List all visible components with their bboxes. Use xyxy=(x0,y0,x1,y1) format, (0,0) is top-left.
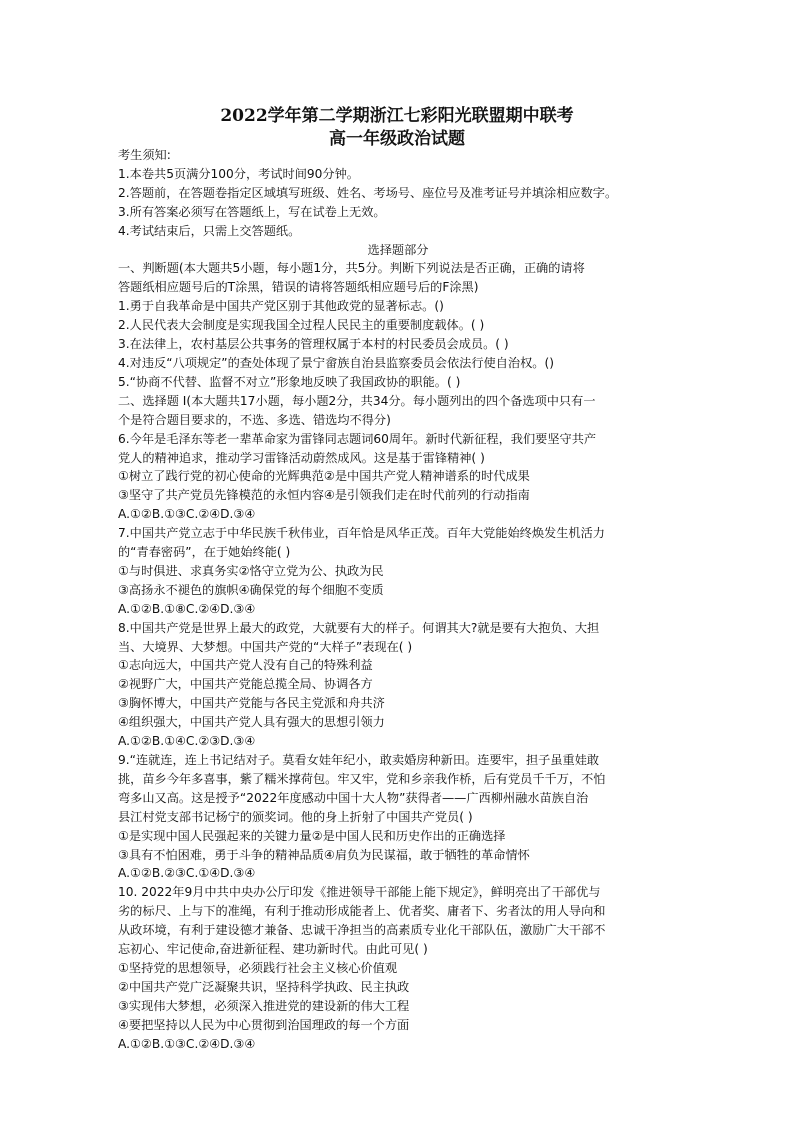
notice-item: 3.所有答案必须写在答题纸上，写在试卷上无效。 xyxy=(118,204,386,219)
question-5: 5.“协商不代替、监督不对立”形象地反映了我国政协的职能。( ) xyxy=(118,374,461,389)
question-10-answers: A.①②B.①③C.②④D.③④ xyxy=(118,1036,256,1051)
question-8-option: ②视野广大，中国共产党能总揽全局、协调各方 xyxy=(118,677,373,692)
part1-heading: 答题纸相应题号后的T涂黑，错误的请将答题纸相应题号后的F涂黑) xyxy=(118,280,479,295)
question-4: 4.对违反“八项规定”的查处体现了景宁畲族自治县监察委员会依法行使自治权。() xyxy=(118,355,554,370)
question-6-stem: 党人的精神追求，推动学习雷锋活动蔚然成风。这是基于雷锋精神( ) xyxy=(118,450,485,465)
notice-heading: 考生须知: xyxy=(118,148,171,162)
question-9-answers: A.①②B.②③C.①④D.③④ xyxy=(118,866,256,881)
part1-heading: 一、判断题(本大题共5小题，每小题1分，共5分。判断下列说法是否正确，正确的请将 xyxy=(118,261,585,276)
question-10-stem: 忘初心、牢记使命,奋进新征程、建功新时代。由此可见( ) xyxy=(118,942,428,957)
notice-item: 4.考试结束后，只需上交答题纸。 xyxy=(118,223,301,238)
part2-heading: 个是符合题目要求的，不选、多选、错选均不得分) xyxy=(118,412,391,427)
question-6-option: ③坚守了共产党员先锋模范的永恒内容④是引领我们走在时代前列的行动指南 xyxy=(118,488,530,503)
question-10-option: ①坚持党的思想领导，必须践行社会主义核心价值观 xyxy=(118,960,398,975)
question-3: 3.在法律上，农村基层公共事务的管理权属于本村的村民委员会成员。( ) xyxy=(118,337,509,352)
question-9-option: ①是实现中国人民强起来的关键力量②是中国人民和历史作出的正确选择 xyxy=(118,828,506,843)
exam-subtitle: 高一年级政治试题 xyxy=(329,129,465,149)
question-2: 2.人民代表大会制度是实现我国全过程人民民主的重要制度载体。( ) xyxy=(118,318,485,333)
section-title: 选择题部分 xyxy=(367,242,429,257)
question-7-stem: 7.中国共产党立志于中华民族千秋伟业，百年恰是风华正茂。百年大党能始终焕发生机活力 xyxy=(118,526,605,541)
question-6-answers: A.①②B.①③C.②④D.③④ xyxy=(118,507,256,522)
question-10-stem: 从政环境，有利于建设德才兼备、忠诚干净担当的高素质专业化干部队伍，激励广大干部不 xyxy=(118,923,606,938)
question-9-stem: 县江村党支部书记杨宁的颁奖词。他的身上折射了中国共产党员( ) xyxy=(118,809,473,824)
exam-body xyxy=(118,146,678,1054)
question-8-stem: 8.中国共产党是世界上最大的政党，大就要有大的样子。何谓其大?就是要有大抱负、大担 xyxy=(118,620,600,635)
question-1: 1.勇于自我革命是中国共产党区别于其他政党的显著标志。() xyxy=(118,299,444,314)
question-8-option: ①志向远大，中国共产党人没有自己的特殊利益 xyxy=(118,658,373,673)
question-8-answers: A.①②B.①④C.②③D.③④ xyxy=(118,734,256,749)
question-7-stem: 的“青春密码”，在于她始终能( ) xyxy=(118,545,291,560)
question-9-stem: 弯多山又高。这是授予“2022年度感动中国十大人物”获得者——广西柳州融水苗族自治 xyxy=(118,790,589,805)
question-9-stem: 挑，苗乡今年多喜事，紫了糯米撑荷包。牢又牢，党和乡亲我作桥，后有党员千千万，不怕 xyxy=(118,771,606,786)
question-9-option: ③具有不怕困难，勇于斗争的精神品质④肩负为民谋福，敢于牺牲的革命情怀 xyxy=(118,847,530,862)
notice-item: 2.答题前，在答题卷指定区域填写班级、姓名、考场号、座位号及准考证号并填涂相应数字。 xyxy=(118,185,618,200)
question-10-option: ②中国共产党广泛凝聚共识，坚持科学执政、民主执政 xyxy=(118,979,410,994)
question-9-stem: 9.“连就连，连上书记结对子。莫看女娃年纪小，敢卖婚房种新田。连要牢，担子虽重娃敢 xyxy=(118,753,600,767)
notice-item: 1.本卷共5页满分100分，考试时间90分钟。 xyxy=(118,166,359,181)
part2-heading: 二、选择题 I(本大题共17小题，每小题2分，共34分。每小题列出的四个备选项中只有一 xyxy=(118,393,596,408)
question-7-answers: A.①②B.①⑧C.②④D.③④ xyxy=(118,601,256,616)
question-8-stem: 当、大境界、大梦想。中国共产党的“大样子”表现在( ) xyxy=(118,639,413,654)
question-6-option: ①树立了践行党的初心使命的光辉典范②是中国共产党人精神谱系的时代成果 xyxy=(118,469,530,484)
question-8-option: ④组织强大，中国共产党人具有强大的思想引领力 xyxy=(118,715,385,730)
question-10-stem: 10. 2022年9月中共中央办公厅印发《推进领导干部能上能下规定》，鲜明亮出了干部优与 xyxy=(118,885,601,900)
question-7-option: ③高扬永不褪色的旗帜④确保党的每个细胞不变质 xyxy=(118,582,384,597)
question-10-option: ④要把坚持以人民为中心贯彻到治国理政的每一个方面 xyxy=(118,1017,410,1032)
question-10-stem: 劣的标尺、上与下的准绳，有利于推动形成能者上、优者奖、庸者下、劣者汰的用人导向和 xyxy=(118,904,606,919)
question-7-option: ①与时俱进、求真务实②恪守立党为公、执政为民 xyxy=(118,563,384,578)
exam-title: 2022学年第二学期浙江七彩阳光联盟期中联考 xyxy=(220,106,574,126)
question-10-option: ③实现伟大梦想，必须深入推进党的建设新的伟大工程 xyxy=(118,998,410,1013)
question-8-option: ③胸怀博大，中国共产党能与各民主党派和舟共济 xyxy=(118,696,385,711)
question-6-stem: 6.今年是毛泽东等老一辈革命家为雷锋同志题词60周年。新时代新征程，我们要坚守共产 xyxy=(118,431,597,446)
